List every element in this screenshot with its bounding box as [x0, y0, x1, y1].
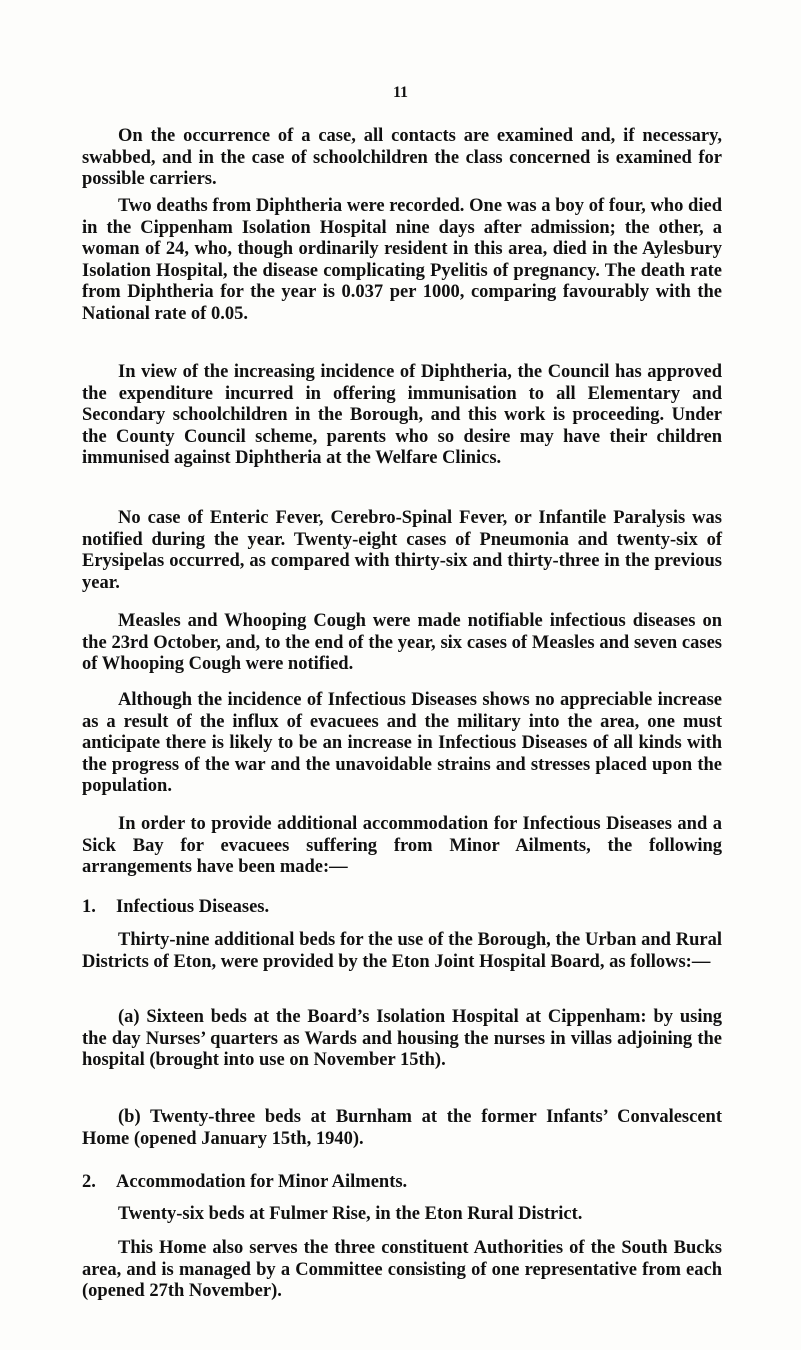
- list-item-b: (b) Twenty-three beds at Burnham at the former Infants’ Convalescent Home (opened January 15th, 1940).: [82, 1107, 722, 1149]
- paragraph-incidence: Although the incidence of Infectious Diseases shows no appreciable increase as a result of the influx of evacuees and the military into the area, one must anticipate there is likely to be an increase in Infectious Diseases of all kinds with the progress of the war and the unavoidable strains and stresses placed upon the population.: [82, 690, 722, 796]
- paragraph-measles: Measles and Whooping Cough were made notifiable infectious diseases on the 23rd October, and, to the end of the year, six cases of Measles and seven cases of Whooping Cough were notified.: [82, 611, 722, 674]
- paragraph-accommodation: In order to provide additional accommodation for Infectious Diseases and a Sick Bay for evacuees suffering from Minor Ailments, the following arrangements have been made:—: [82, 814, 722, 877]
- list-item-a: (a) Sixteen beds at the Board’s Isolation Hospital at Cippenham: by using the day Nurses’ quarters as Wards and housing the nurses in villas adjoining the hospital (brought into use on November 15th).: [82, 1007, 722, 1070]
- section-heading-minor-ailments: [82, 1172, 722, 1194]
- paragraph-fulmer-rise: Twenty-six beds at Fulmer Rise, in the Eton Rural District.: [118, 1204, 583, 1224]
- paragraph-contacts: On the occurrence of a case, all contacts are examined and, if necessary, swabbed, and in the case of schoolchildren the class concerned is examined for possible carriers.: [82, 126, 722, 189]
- paragraph-diphtheria-deaths: Two deaths from Diphtheria were recorded. One was a boy of four, who died in the Cippenham Isolation Hospital nine days after admission; the other, a woman of 24, who, though ordinarily resident in this area, died in the Aylesbury Isolation Hospital, the disease complicating Pyelitis of pregnancy. The death rate from Diphtheria for the year is 0.037 per 1000, comparing favourably with the National rate of 0.05.: [82, 196, 722, 324]
- section-title: Infectious Diseases.: [116, 897, 270, 917]
- paragraph-immunisation: In view of the increasing incidence of Diphtheria, the Council has approved the expenditure incurred in offering immunisation to all Elementary and Secondary schoolchildren in the Borough, and this work is proceeding. Under the County Council scheme, parents who so desire may have their children immunised against Diphtheria at the Welfare Clinics.: [82, 362, 722, 468]
- paragraph-home-committee: This Home also serves the three constituent Authorities of the South Bucks area, and is managed by a Committee consisting of one representative from each (opened 27th November).: [82, 1238, 722, 1301]
- section-heading-infectious-diseases: [82, 897, 722, 919]
- section-title: Accommodation for Minor Ailments.: [116, 1172, 408, 1192]
- section-number: 1.: [82, 897, 96, 917]
- page-number: 11: [392, 84, 409, 101]
- paragraph-enteric-fever: No case of Enteric Fever, Cerebro-Spinal Fever, or Infantile Paralysis was notified during the year. Twenty-eight cases of Pneumonia and twenty-six of Erysipelas occurred, as compared with thirty-six and thirty-three in the previous year.: [82, 508, 722, 593]
- paragraph-additional-beds: Thirty-nine additional beds for the use of the Borough, the Urban and Rural Districts of Eton, were provided by the Eton Joint Hospital Board, as follows:—: [82, 930, 722, 972]
- section-number: 2.: [82, 1172, 96, 1192]
